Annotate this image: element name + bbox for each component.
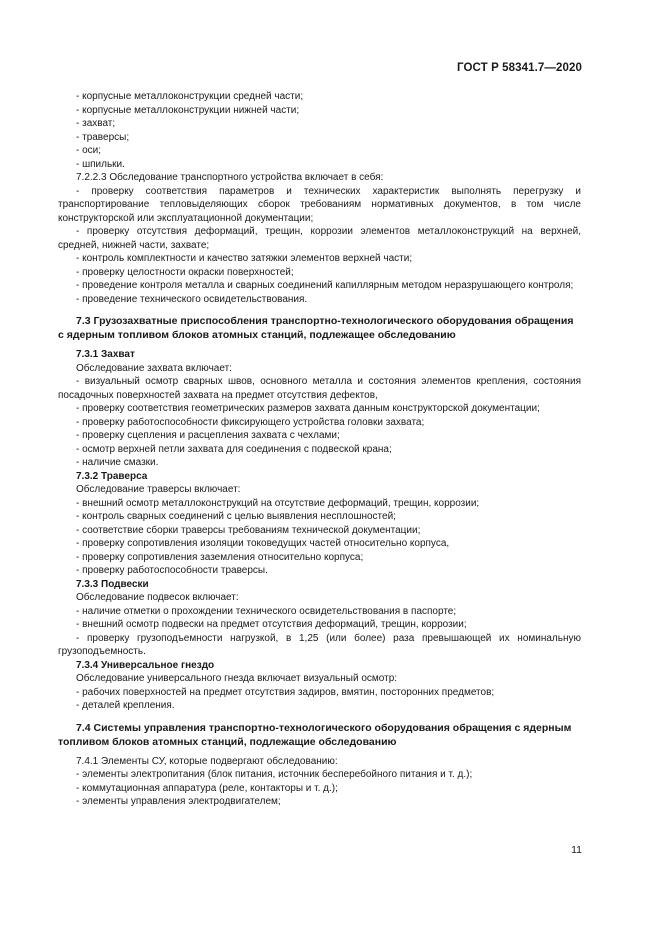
section-intro: Обследование универсального гнезда включает визуальный осмотр: xyxy=(76,673,398,684)
list-item: - визуальный осмотр сварных швов, основного металла и состояния элементов крепления, состояния посадочных поверхностей захвата на предмет отсутствия дефектов, xyxy=(58,376,581,401)
section-intro: Обследование захвата включает: xyxy=(76,362,232,374)
list-item: - осмотр верхней петли захвата для соединения с подвеской крана; xyxy=(76,443,392,455)
list-item: - коммутационная аппаратура (реле, контакторы и т. д.); xyxy=(76,782,338,794)
list-item: - проверку соответствия параметров и технических характеристик выполнять перегрузку и транспортирование тепловыделяющих сборок требованиям нормативных документов, в том числе конструкторской или эксплуатационной документации; xyxy=(58,185,581,224)
list-item: - проверку работоспособности фиксирующего устройства головки захвата; xyxy=(76,416,425,428)
list-item: - проверку сопротивления заземления относительно корпуса; xyxy=(76,551,364,563)
section-7-3-3-heading: 7.3.3 Подвески xyxy=(76,578,149,590)
list-item: - оси; xyxy=(76,145,102,156)
list-item: - проверку отсутствия деформаций, трещин, коррозии элементов металлоконструкций на верхней, средней, нижней части, захвате; xyxy=(58,226,581,251)
document-body xyxy=(58,90,581,809)
list-item: - контроль комплектности и качество затяжки элементов верхней части; xyxy=(76,253,413,264)
list-item: - деталей крепления. xyxy=(76,700,175,711)
section-7-3-1-heading: 7.3.1 Захват xyxy=(76,349,135,360)
list-item: - элементы управления электродвигателем; xyxy=(76,796,281,807)
list-item: - наличие отметки о прохождении технического освидетельствования в паспорте; xyxy=(76,605,457,617)
section-7-3-heading: 7.3 Грузозахватные приспособления транспортно-технологического оборудования обращения с ядерным топливом блоков атомных станций, подлежащее обследованию xyxy=(58,315,574,341)
section-7-4-1-intro: 7.4.1 Элементы СУ, которые подвергают обследованию: xyxy=(76,755,338,767)
list-item: - траверсы; xyxy=(76,131,130,143)
section-intro: Обследование траверсы включает: xyxy=(76,484,241,495)
list-item: - соответствие сборки траверсы требованиям технической документации; xyxy=(76,524,421,536)
list-item: - рабочих поверхностей на предмет отсутствия задиров, вмятин, посторонних предметов; xyxy=(76,686,495,698)
list-item: - проверку сопротивления изоляции токоведущих частей относительно корпуса, xyxy=(76,538,450,549)
list-item: - проверку целостности окраски поверхностей; xyxy=(76,266,294,278)
list-item: - шпильки. xyxy=(76,158,125,170)
page-header-standard-id: ГОСТ Р 58341.7—2020 xyxy=(457,62,582,74)
section-intro: Обследование подвесок включает: xyxy=(76,592,239,603)
list-item: - проверку соответствия геометрических размеров захвата данным конструкторской документации; xyxy=(76,403,540,414)
list-item: - захват; xyxy=(76,118,116,129)
list-item: - внешний осмотр подвески на предмет отсутствия деформаций, трещин, коррозии; xyxy=(76,619,467,630)
list-item: - проверку сцепления и расцепления захвата с чехлами; xyxy=(76,430,340,441)
section-7-2-2-3-intro: 7.2.2.3 Обследование транспортного устройства включает в себя: xyxy=(76,172,384,183)
list-item: - наличие смазки. xyxy=(76,457,159,468)
list-item: - проведение технического освидетельствования. xyxy=(76,293,308,305)
list-item: - элементы электропитания (блок питания, источник бесперебойного питания и т. д.); xyxy=(76,769,473,780)
section-7-3-4-heading: 7.3.4 Универсальное гнездо xyxy=(76,659,215,671)
list-item: - внешний осмотр металлоконструкций на отсутствие деформаций, трещин, коррозии; xyxy=(76,497,480,509)
list-item: - контроль сварных соединений с целью выявления несплошностей; xyxy=(76,511,396,522)
list-item: - корпусные металлоконструкции средней части; xyxy=(76,91,304,102)
page-number: 11 xyxy=(571,844,582,856)
list-item: - корпусные металлоконструкции нижней части; xyxy=(76,104,300,116)
list-item: - проведение контроля металла и сварных соединений капиллярным методом неразрушающего контроля; xyxy=(76,280,574,291)
section-7-3-2-heading: 7.3.2 Траверса xyxy=(76,470,148,482)
list-item: - проверку грузоподъемности нагрузкой, в 1,25 (или более) раза превышающей их номинальную грузоподъемность. xyxy=(58,632,581,657)
list-item: - проверку работоспособности траверсы. xyxy=(76,565,268,576)
section-7-4-heading: 7.4 Системы управления транспортно-технологического оборудования обращения с ядерным топливом блоков атомных станций, подлежащие обследованию xyxy=(58,721,572,748)
